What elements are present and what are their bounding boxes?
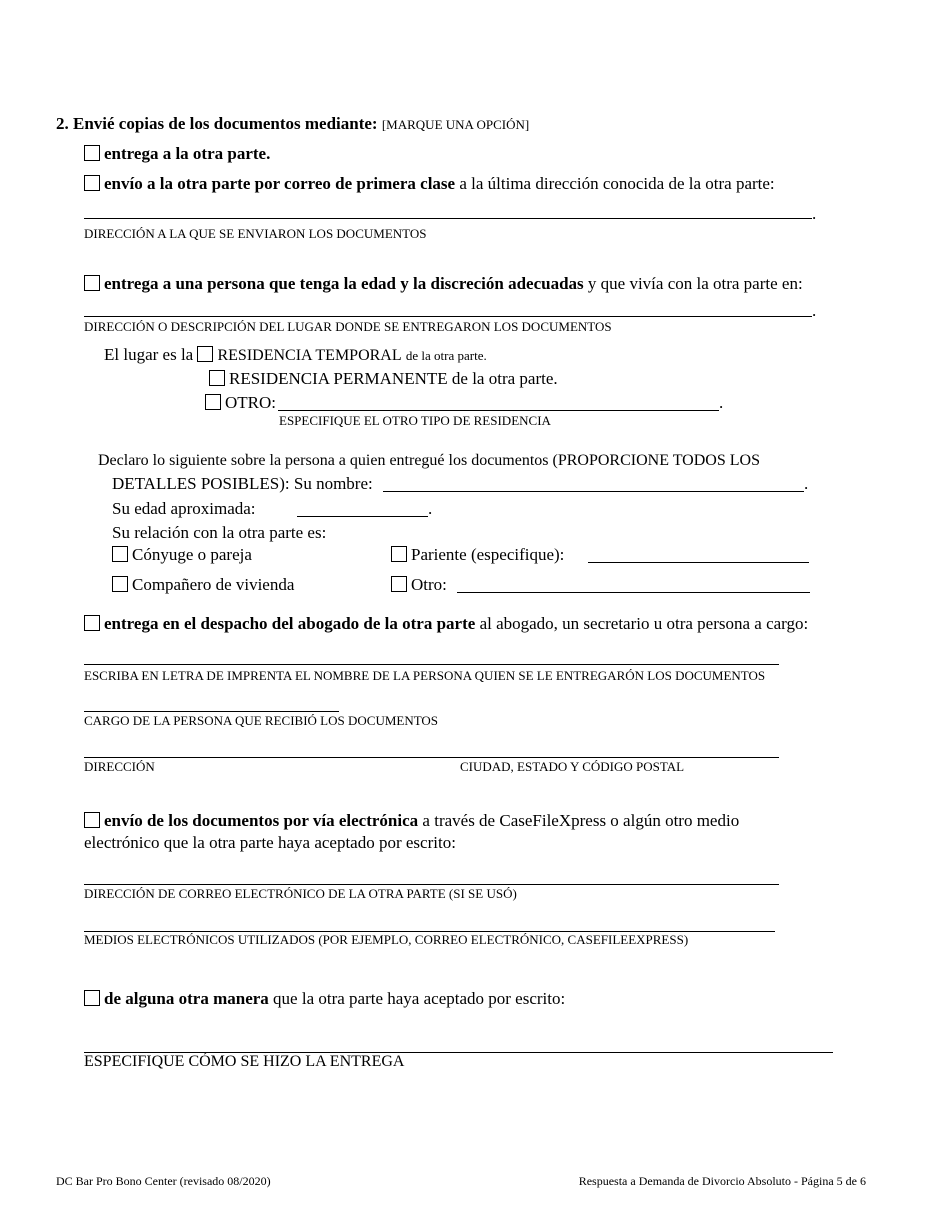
residence-other-label: ESPECIFIQUE EL OTRO TIPO DE RESIDENCIA [279,413,551,428]
option-electronic: envío de los documentos por vía electrónica a través de CaseFileXpress o algún otro medio [84,811,739,831]
electronic-email-line[interactable] [84,884,779,885]
relation-other-line[interactable] [457,592,810,593]
section-heading: 2. Envié copias de los documentos mediante: [MARQUE UNA OPCIÓN] [56,114,530,133]
electronic-email-label: DIRECCIÓN DE CORREO ELECTRÓNICO DE LA OTRA PARTE (SI SE USÓ) [84,886,517,901]
section-note: [MARQUE UNA OPCIÓN] [381,117,530,132]
person-age-line[interactable] [297,516,428,517]
checkbox-relative[interactable] [391,546,407,562]
checkbox-spouse[interactable] [112,546,128,562]
person-address-label: DIRECCIÓN O DESCRIPCIÓN DEL LUGAR DONDE SE ENTREGARON LOS DOCUMENTOS [84,319,612,334]
declaration-line1: Declaro lo siguiente sobre la persona a quien entregué los documentos (PROPORCIONE TODOS LOS [98,452,760,469]
mail-address-label: DIRECCIÓN A LA QUE SE ENVIARON LOS DOCUMENTOS [84,226,427,241]
declaration-relation-label: Su relación con la otra parte es: [112,523,327,542]
checkbox-suitable-person[interactable] [84,275,100,291]
relation-relative: Pariente (especifique): [391,545,564,565]
checkbox-residence-permanent[interactable] [209,370,225,386]
declaration-age-row: Su edad aproximada: [112,499,256,518]
residence-temporary-row: El lugar es la RESIDENCIA TEMPORAL de la otra parte. [104,345,487,364]
checkbox-relation-other[interactable] [391,576,407,592]
residence-other-row: OTRO: [205,393,276,413]
checkbox-mail[interactable] [84,175,100,191]
period: . [719,393,724,412]
footer-left: DC Bar Pro Bono Center (revisado 08/2020) [56,1174,271,1188]
period: . [812,301,817,320]
electronic-line2: electrónico que la otra parte haya aceptado por escrito: [84,833,456,852]
period: . [812,204,817,223]
residence-permanent-row: RESIDENCIA PERMANENTE de la otra parte. [209,369,558,389]
checkbox-residence-other[interactable] [205,394,221,410]
checkbox-other-party[interactable] [84,145,100,161]
attorney-position-label: CARGO DE LA PERSONA QUE RECIBIÓ LOS DOCUMENTOS [84,713,439,728]
residence-other-line[interactable] [278,410,719,411]
attorney-name-label: ESCRIBA EN LETRA DE IMPRENTA EL NOMBRE DE LA PERSONA QUIEN SE LE ENTREGARÓN LOS DOCUMENTOS [84,668,766,683]
relation-spouse: Cónyuge o pareja [112,545,252,565]
electronic-means-label: MEDIOS ELECTRÓNICOS UTILIZADOS (POR EJEMPLO, CORREO ELECTRÓNICO, CASEFILEEXPRESS) [84,932,689,947]
relation-roommate: Compañero de vivienda [112,575,294,595]
footer-right: Respuesta a Demanda de Divorcio Absoluto - Página 5 de 6 [578,1174,866,1188]
option-other-manner: de alguna otra manera que la otra parte haya aceptado por escrito: [84,989,565,1009]
checkbox-electronic[interactable] [84,812,100,828]
other-manner-label: ESPECIFIQUE CÓMO SE HIZO LA ENTREGA [84,1053,405,1070]
option-attorney-office: entrega en el despacho del abogado de la otra parte al abogado, un secretario u otra persona a cargo: [84,614,808,634]
attorney-recipient-name-line[interactable] [84,664,779,665]
checkbox-other-manner[interactable] [84,990,100,1006]
relative-specify-line[interactable] [588,562,809,563]
person-address-line[interactable] [84,316,812,317]
mail-address-line[interactable] [84,218,812,219]
person-name-line[interactable] [383,491,804,492]
option-mail: envío a la otra parte por correo de primera clase a la última dirección conocida de la otra parte: [84,174,775,194]
period: . [428,499,433,518]
checkbox-residence-temporary[interactable] [197,346,213,362]
period: . [804,474,809,493]
declaration-name-row: DETALLES POSIBLES): Su nombre: [112,474,373,493]
checkbox-roommate[interactable] [112,576,128,592]
option-other-party: entrega a la otra parte. [84,144,270,164]
attorney-position-line[interactable] [84,711,339,712]
option-suitable-person: entrega a una persona que tenga la edad y la discreción adecuadas y que vivía con la otra parte en: [84,274,803,294]
attorney-address-line[interactable] [84,757,779,758]
checkbox-attorney-office[interactable] [84,615,100,631]
attorney-address-label: DIRECCIÓN [84,759,155,774]
relation-other: Otro: [391,575,447,595]
attorney-city-label: CIUDAD, ESTADO Y CÓDIGO POSTAL [460,759,685,774]
